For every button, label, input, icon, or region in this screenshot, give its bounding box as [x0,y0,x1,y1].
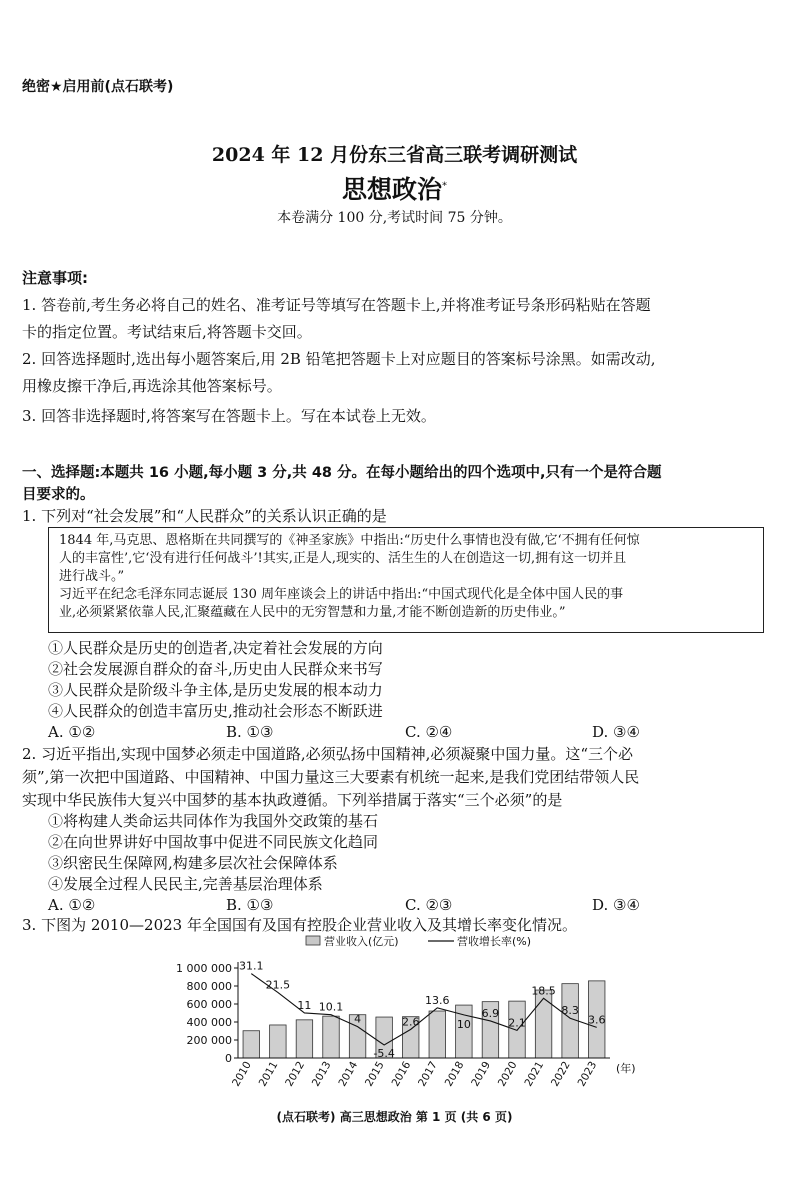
q1-option-c[interactable]: C. ②④ [405,723,453,741]
growth-rate-label: 18.5 [531,984,556,998]
revenue-bar [429,1011,445,1058]
x-tick-label: 2014 [336,1059,361,1089]
q1-item: ③人民群众是阶级斗争主体,是历史发展的根本动力 [48,681,383,699]
notice-heading: 注意事项: [22,269,88,287]
page-footer: (点石联考) 高三思想政治 第 1 页 (共 6 页) [276,1110,513,1124]
x-tick-label: 2015 [362,1059,387,1089]
notice-line: 3. 回答非选择题时,将答案写在答题卡上。写在本试卷上无效。 [22,407,436,425]
growth-rate-label: 8.3 [561,1004,579,1018]
growth-rate-label: 2.6 [401,1015,420,1029]
secret-mark: 绝密★启用前(点石联考) [22,79,174,95]
x-tick-label: 2018 [442,1059,467,1089]
material-line: 习近平在纪念毛泽东同志诞辰 130 周年座谈会上的讲话中指出:“中国式现代化是全体中国人民的事 [59,587,624,602]
q2-option-d[interactable]: D. ③④ [592,896,640,914]
q2-item: ③织密民生保障网,构建多层次社会保障体系 [48,854,338,872]
y-axis [176,962,238,1065]
q1-option-d[interactable]: D. ③④ [592,723,640,741]
q1-item: ②社会发展源自群众的奋斗,历史由人民群众来书写 [48,660,383,678]
notice-line: 用橡皮擦干净后,再选涂其他答案标号。 [22,377,282,395]
q2-item: ④发展全过程人民民主,完善基层治理体系 [48,875,323,893]
q1-material-box [48,527,764,633]
growth-rate-label: 2.1 [508,1016,526,1030]
x-tick-label: 2011 [256,1059,281,1089]
subject-name: 思想政治 [341,175,442,204]
q1-stem: 1. 下列对“社会发展”和“人民群众”的关系认识正确的是 [22,507,387,525]
section-heading-cont: 目要求的。 [22,487,95,503]
x-tick-label: 2012 [283,1059,308,1089]
material-line: 1844 年,马克思、恩格斯在共同撰写的《神圣家族》中指出:“历史什么事情也没有做,它‘不拥有任何惊 [59,533,640,548]
growth-rate-label: 3.6 [587,1013,606,1027]
x-tick-label: 2019 [469,1059,494,1089]
q2-stem-cont: 须”,第一次把中国道路、中国精神、中国力量这三大要素有机统一起来,是我们党团结带领人民 [22,768,640,786]
revenue-bar [243,1031,259,1058]
revenue-bar [535,990,551,1058]
growth-rate-label: 4 [354,1012,362,1026]
q1-option-b[interactable]: B. ①③ [226,723,274,741]
revenue-bar [562,984,578,1058]
growth-rate-label: 11 [297,998,312,1012]
growth-rate-label: 21.5 [265,978,291,992]
q2-option-b[interactable]: B. ①③ [226,896,274,914]
x-tick-label: 2017 [416,1059,440,1089]
revenue-bar [270,1025,286,1058]
material-line: 人的丰富性’,它‘没有进行任何战斗’!其实,正是人,现实的、活生生的人在创造这一切,拥有这一切并且 [59,551,627,566]
q2-stem: 2. 习近平指出,实现中国梦必须走中国道路,必须弘扬中国精神,必须凝聚中国力量。这“三个必 [22,745,634,763]
subject-title [0,170,789,206]
growth-rate-label: 31.1 [239,959,264,973]
material-line: 进行战斗。” [59,569,125,584]
revenue-bar [296,1020,312,1058]
q3-stem: 3. 下图为 2010—2023 年全国国有及国有控股企业营业收入及其增长率变化情况。 [22,916,577,934]
q1-option-a[interactable]: A. ①② [48,723,96,741]
x-axis-unit: (年) [616,1062,636,1075]
q1-item: ④人民群众的创造丰富历史,推动社会形态不断跃进 [48,702,383,720]
x-tick-label: 2013 [309,1059,334,1089]
q2-item: ①将构建人类命运共同体作为我国外交政策的基石 [48,812,379,830]
growth-rate-label: -5.4 [373,1047,395,1061]
x-tick-label: 2016 [389,1059,414,1089]
section-heading: 一、选择题:本题共 16 小题,每小题 3 分,共 48 分。在每小题给出的四个选项中,只有一个是符合题 [22,465,662,481]
exam-title: 2024 年 12 月份东三省高三联考调研测试 [211,144,578,166]
notice-line: 卡的指定位置。考试结束后,将答题卡交回。 [22,323,312,341]
y-tick-label: 600 000 [186,998,232,1011]
q1-item: ①人民群众是历史的创造者,决定着社会发展的方向 [48,639,383,657]
x-tick-label: 2010 [230,1059,254,1089]
revenue-bar [323,1016,339,1058]
growth-rate-label: 10.1 [318,1000,344,1014]
growth-rate-label: 6.9 [481,1006,500,1020]
q2-stem-cont: 实现中华民族伟大复兴中国梦的基本执政遵循。下列举措属于落实“三个必须”的是 [22,791,563,809]
chart-legend [306,934,531,948]
x-tick-label: 2023 [575,1059,600,1089]
material-line: 业,必须紧紧依靠人民,汇聚蕴藏在人民中的无穷智慧和力量,才能不断创造新的历史伟业。” [59,605,566,620]
x-tick-label: 2021 [522,1059,547,1089]
q2-option-c[interactable]: C. ②③ [405,896,453,914]
notice-line: 1. 答卷前,考生务必将自己的姓名、准考证号等填写在答题卡上,并将准考证号条形码粘贴在答题 [22,296,651,314]
legend-bar-swatch [306,936,320,945]
notice-line: 2. 回答选择题时,选出每小题答案后,用 2B 铅笔把答题卡上对应题目的答案标号涂黑。如需改动, [22,350,656,368]
growth-rate-label: 10 [456,1017,471,1031]
q2-item: ②在向世界讲好中国故事中促进不同民族文化趋同 [48,833,379,851]
q2-option-a[interactable]: A. ①② [48,896,96,914]
growth-rate-label: 13.6 [425,993,450,1007]
y-tick-label: 0 [225,1052,232,1065]
x-axis [230,1058,635,1089]
y-tick-label: 200 000 [186,1034,232,1047]
x-tick-label: 2022 [548,1059,573,1089]
legend-line-label: 营收增长率(%) [457,935,532,948]
x-tick-label: 2020 [495,1059,520,1089]
y-tick-label: 400 000 [186,1016,232,1029]
legend-bar-label: 营业收入(亿元) [324,935,399,948]
revenue-chart [170,930,670,1090]
y-tick-label: 800 000 [186,980,232,993]
y-tick-label: 1 000 000 [176,962,232,975]
exam-subtitle: 本卷满分 100 分,考试时间 75 分钟。 [277,210,512,226]
subject-mark: * [442,180,447,192]
